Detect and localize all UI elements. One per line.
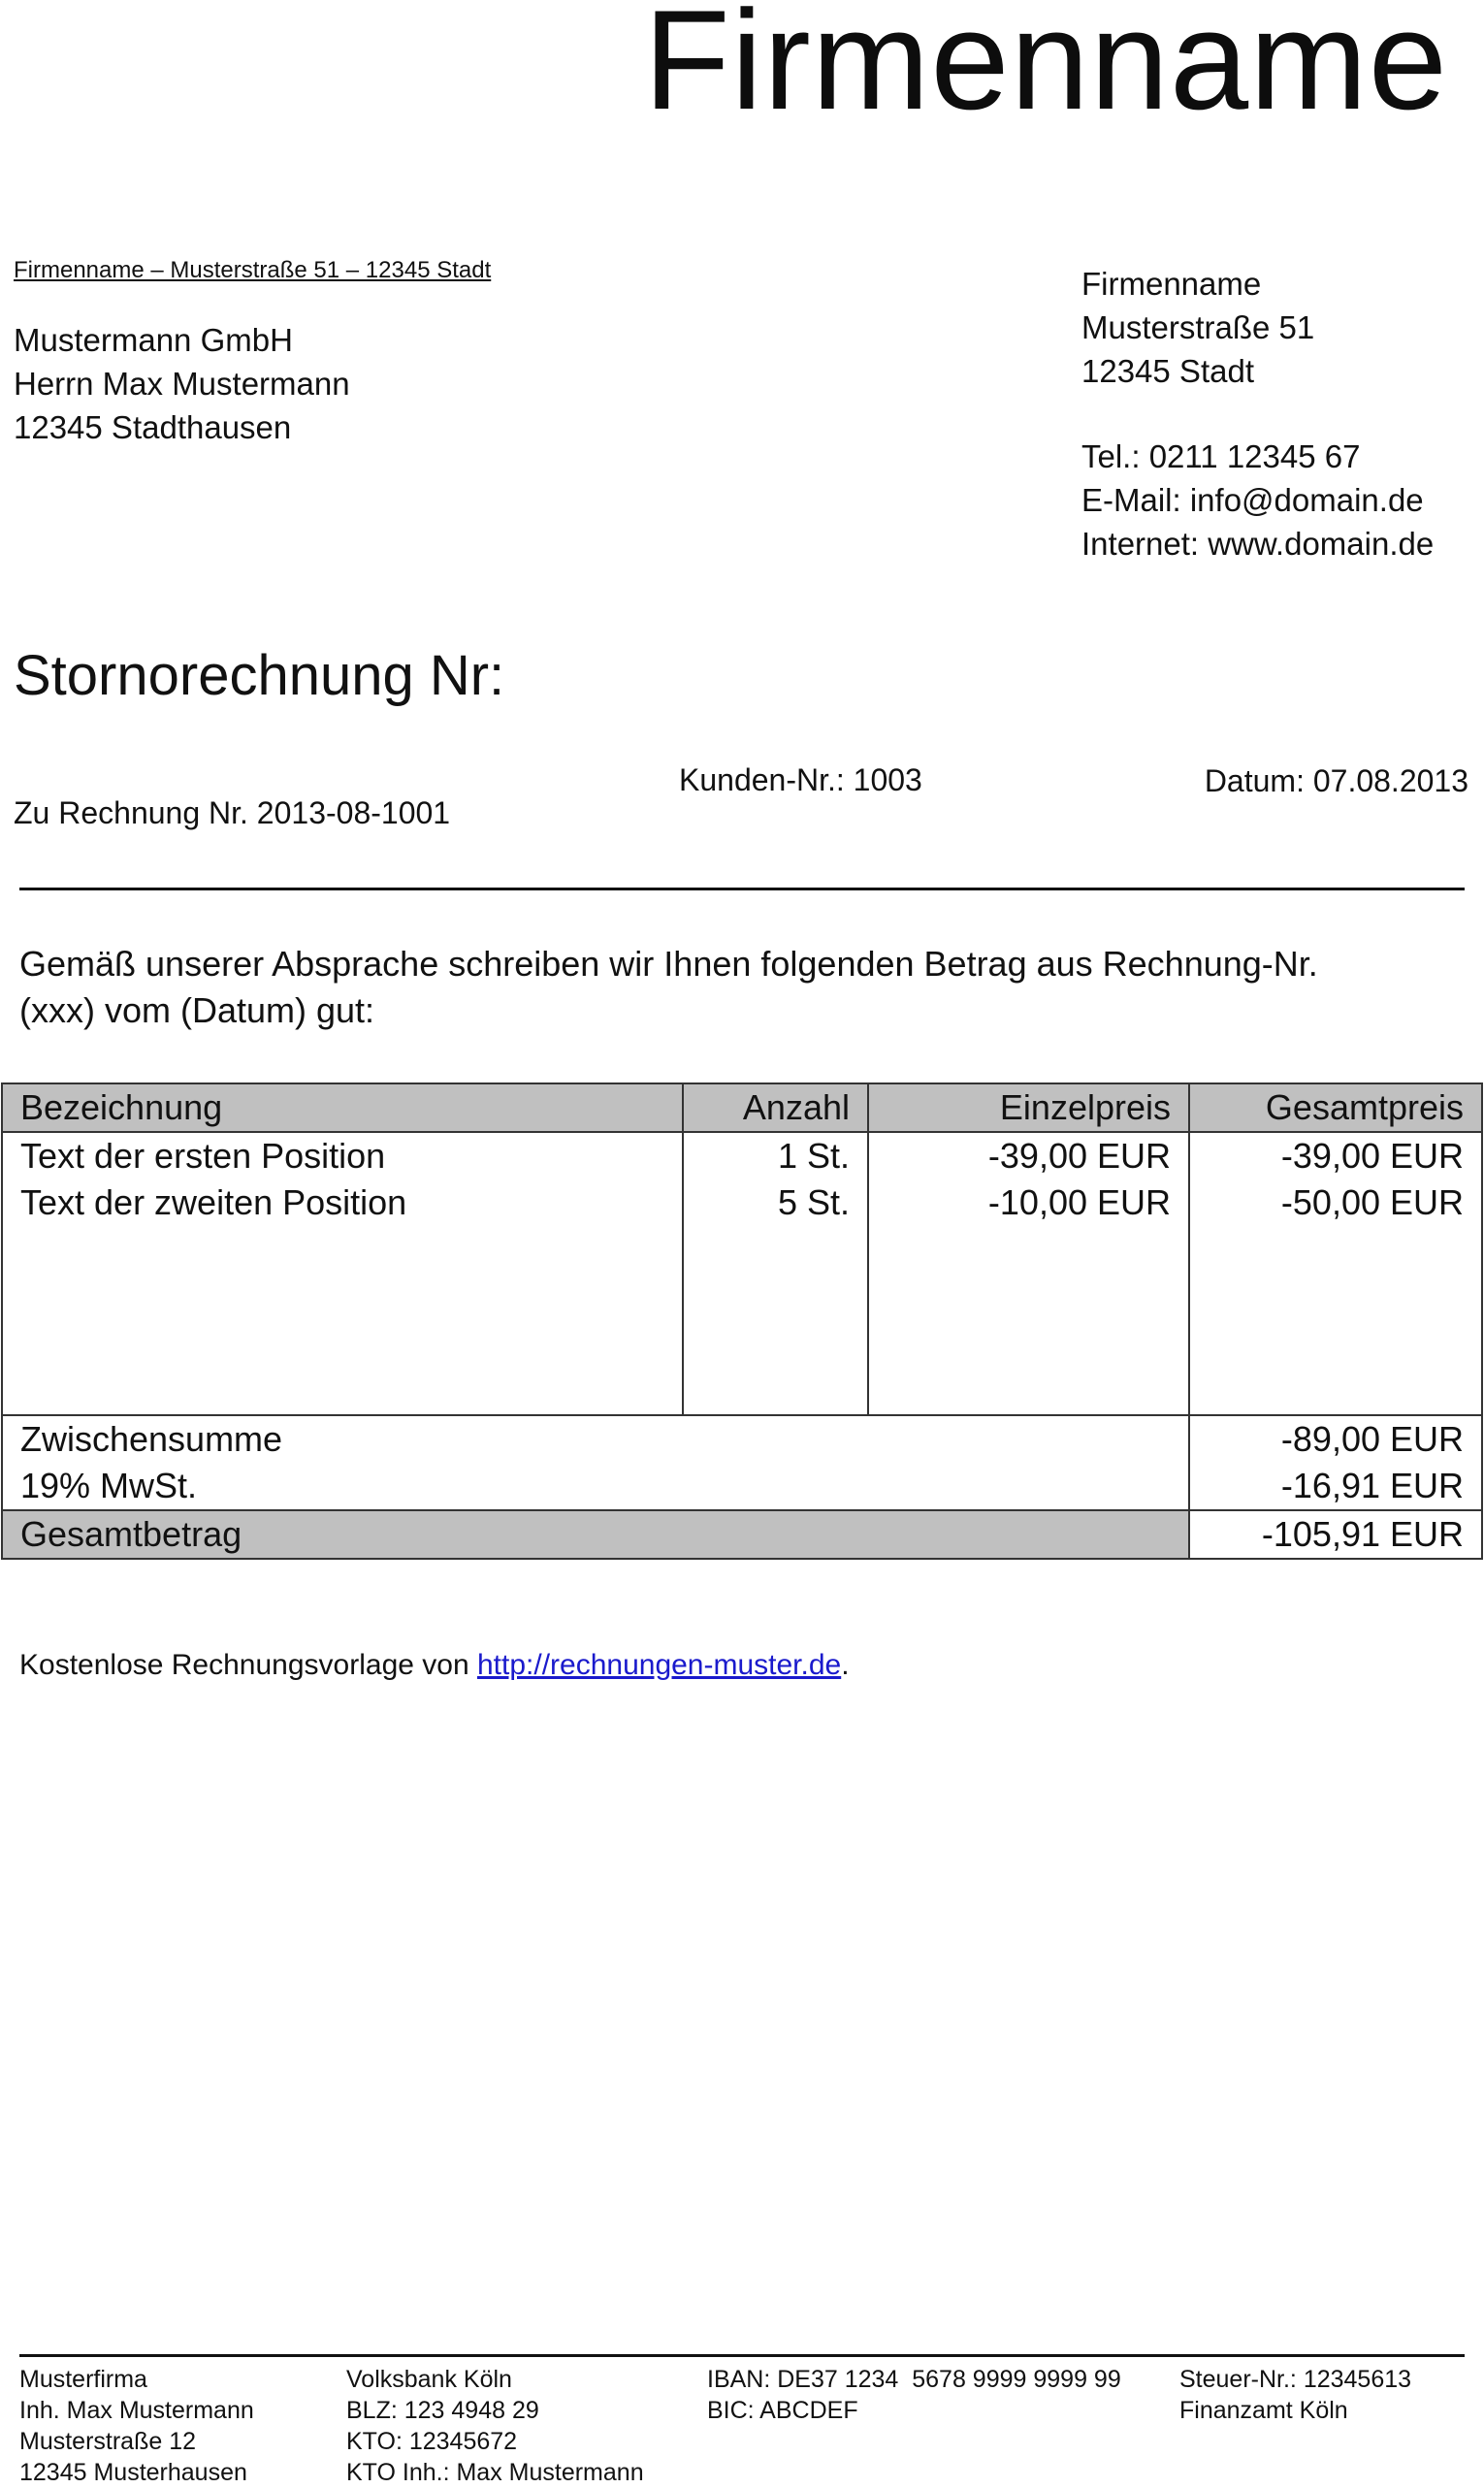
footer-line: Steuer-Nr.: 12345613 [1179, 2366, 1412, 2393]
company-title: Firmenname [643, 0, 1448, 139]
empty-cell [1189, 1226, 1482, 1415]
template-link[interactable]: http://rechnungen-muster.de [476, 1649, 842, 1681]
col-header-description: Bezeichnung [2, 1083, 683, 1132]
recipient-company: Mustermann GmbH [14, 322, 293, 358]
sender-info-block [1081, 262, 1434, 565]
col-header-quantity: Anzahl [683, 1083, 868, 1132]
total-value: -105,91 EUR [1189, 1510, 1482, 1559]
footer-bank-column [346, 2364, 644, 2488]
footer-line: KTO Inh.: Max Mustermann [346, 2459, 644, 2486]
customer-number: Kunden-Nr.: 1003 [679, 762, 922, 797]
footer-line: IBAN: DE37 1234 5678 9999 9999 99 [707, 2366, 1121, 2393]
cell-unit-price: -10,00 EUR [868, 1179, 1189, 1226]
cell-total-price: -39,00 EUR [1189, 1132, 1482, 1179]
cell-total-price: -50,00 EUR [1189, 1179, 1482, 1226]
footer-line: 12345 Musterhausen [19, 2459, 247, 2486]
sender-name: Firmenname [1081, 266, 1262, 302]
document-title: Stornorechnung Nr: [14, 644, 505, 707]
footer-line: Inh. Max Mustermann [19, 2397, 254, 2424]
items-table [1, 1082, 1483, 1560]
footer-line: Volksbank Köln [346, 2366, 512, 2393]
table-row [2, 1179, 1482, 1226]
empty-cell [868, 1226, 1189, 1415]
col-header-unit-price: Einzelpreis [868, 1083, 1189, 1132]
cell-description: Text der zweiten Position [2, 1179, 683, 1226]
subtotal-value: -89,00 EUR [1189, 1415, 1482, 1463]
footer-line: KTO: 12345672 [346, 2428, 518, 2455]
template-note-suffix: . [841, 1649, 850, 1681]
cell-unit-price: -39,00 EUR [868, 1132, 1189, 1179]
sender-street: Musterstraße 51 [1081, 309, 1315, 345]
tax-label: 19% MwSt. [2, 1463, 1189, 1510]
col-header-total-price: Gesamtpreis [1189, 1083, 1482, 1132]
cell-quantity: 1 St. [683, 1132, 868, 1179]
divider-top [19, 888, 1465, 890]
footer-company-column [19, 2364, 254, 2488]
empty-cell [2, 1226, 683, 1415]
tax-row [2, 1463, 1482, 1510]
footer-line: BIC: ABCDEF [707, 2397, 858, 2424]
sender-phone: Tel.: 0211 12345 67 [1081, 438, 1361, 474]
divider-bottom [19, 2354, 1465, 2357]
tax-value: -16,91 EUR [1189, 1463, 1482, 1510]
template-note [19, 1649, 850, 1682]
sender-email: E-Mail: info@domain.de [1081, 482, 1424, 518]
sender-spacer [1081, 393, 1434, 435]
recipient-person: Herrn Max Mustermann [14, 366, 350, 402]
total-row [2, 1510, 1482, 1559]
cell-quantity: 5 St. [683, 1179, 868, 1226]
footer-line: BLZ: 123 4948 29 [346, 2397, 539, 2424]
sender-return-address: Firmenname – Musterstraße 51 – 12345 Stadt [14, 257, 492, 283]
table-empty-space [2, 1226, 1482, 1415]
table-header-row [2, 1083, 1482, 1132]
empty-cell [683, 1226, 868, 1415]
total-label: Gesamtbetrag [2, 1510, 1189, 1559]
recipient-address [14, 318, 350, 449]
reference-invoice: Zu Rechnung Nr. 2013-08-1001 [14, 795, 451, 830]
intro-text: Gemäß unserer Absprache schreiben wir Ihnen folgenden Betrag aus Rechnung-Nr. (xxx) vom (Datum) gut: [19, 944, 1318, 1030]
cell-description: Text der ersten Position [2, 1132, 683, 1179]
footer-iban-column [707, 2364, 1121, 2426]
footer-tax-column [1179, 2364, 1411, 2426]
sender-website: Internet: www.domain.de [1081, 526, 1435, 562]
table-row [2, 1132, 1482, 1179]
recipient-city: 12345 Stadthausen [14, 409, 292, 445]
subtotal-row [2, 1415, 1482, 1463]
footer-line: Musterfirma [19, 2366, 147, 2393]
document-date: Datum: 07.08.2013 [1204, 763, 1468, 798]
footer-line: Musterstraße 12 [19, 2428, 197, 2455]
subtotal-label: Zwischensumme [2, 1415, 1189, 1463]
sender-city: 12345 Stadt [1081, 353, 1254, 389]
template-note-text: Kostenlose Rechnungsvorlage von [19, 1649, 477, 1681]
footer-line: Finanzamt Köln [1179, 2397, 1348, 2424]
